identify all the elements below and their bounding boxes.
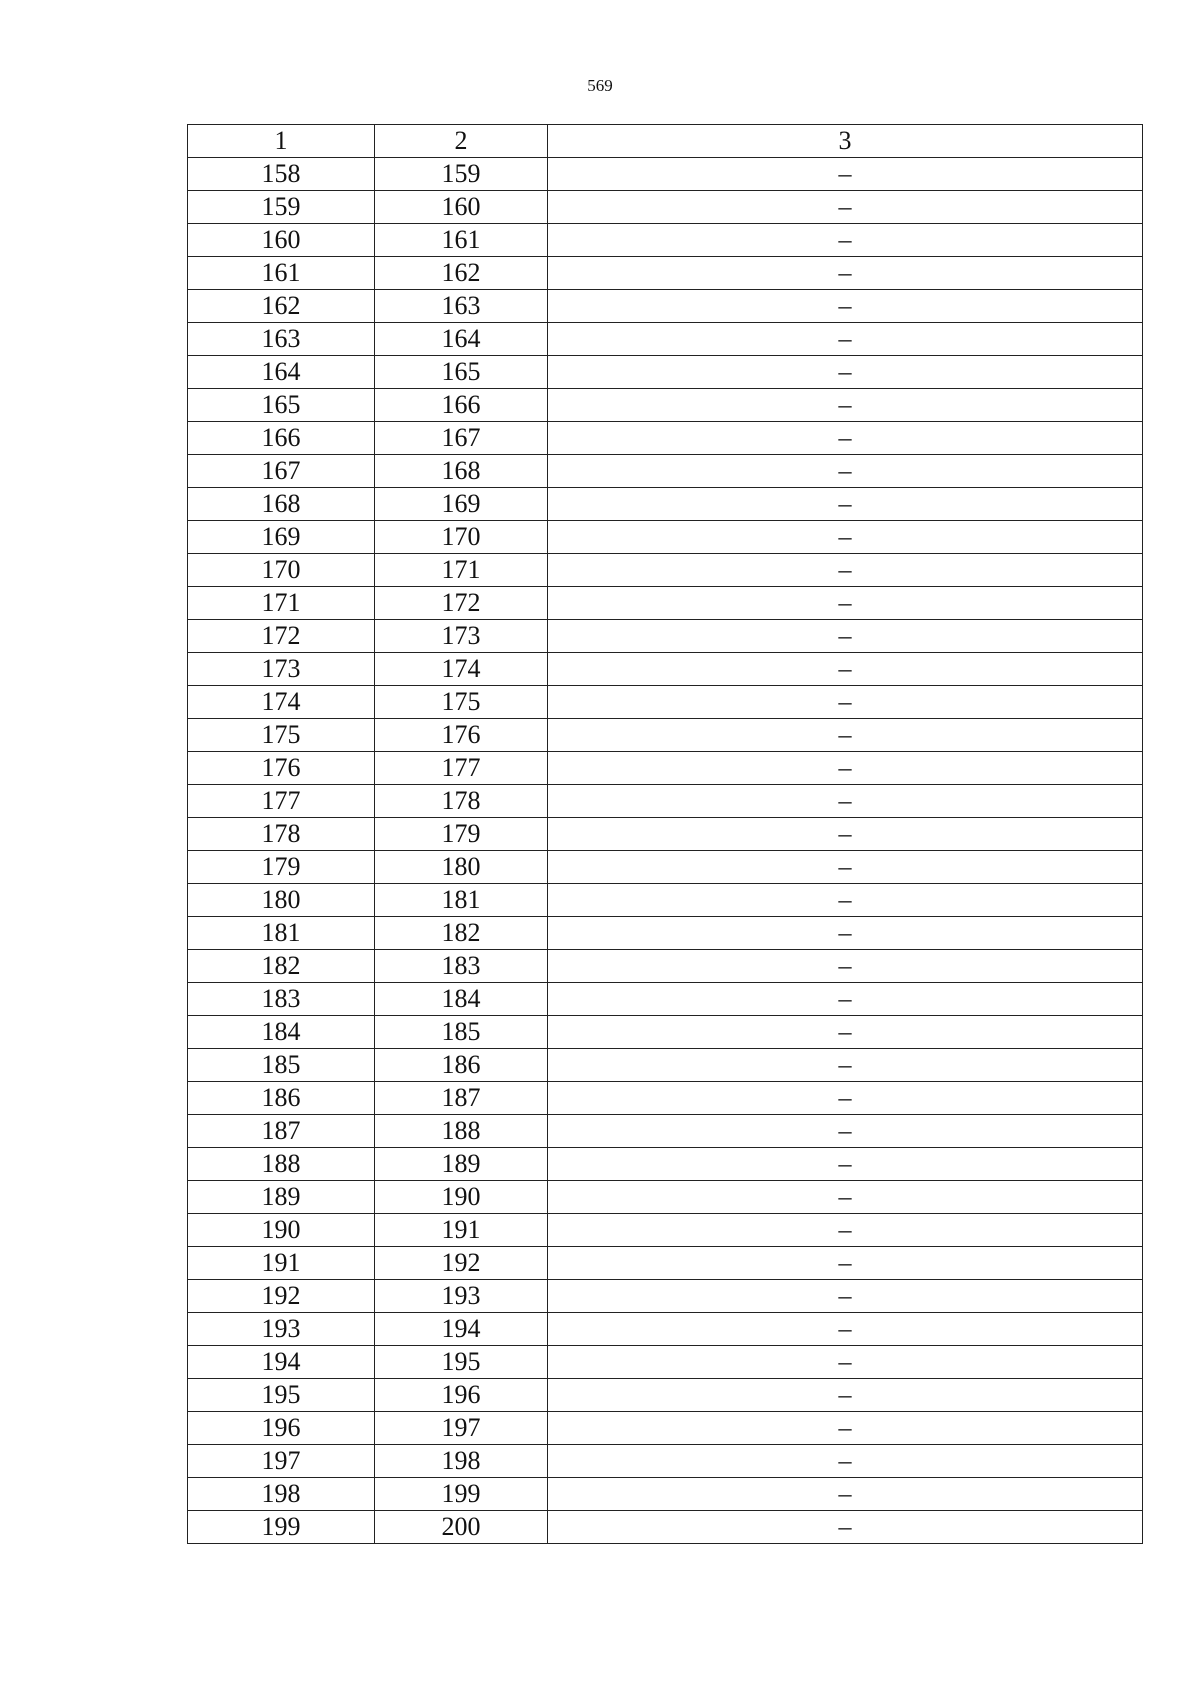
table-cell-col-2: 198 bbox=[375, 1445, 548, 1478]
table-cell-col-1: 191 bbox=[188, 1247, 375, 1280]
table-row bbox=[188, 422, 1143, 455]
table-cell-col-1: 189 bbox=[188, 1181, 375, 1214]
table-cell-col-2: 182 bbox=[375, 917, 548, 950]
table-cell-col-3: – bbox=[548, 356, 1143, 389]
table-cell-col-3: – bbox=[548, 224, 1143, 257]
table-cell-col-3: – bbox=[548, 1247, 1143, 1280]
table-cell-col-1: 176 bbox=[188, 752, 375, 785]
table-cell-col-3: – bbox=[548, 1445, 1143, 1478]
table-cell-col-1: 175 bbox=[188, 719, 375, 752]
table-cell-col-2: 193 bbox=[375, 1280, 548, 1313]
table-cell-col-3: – bbox=[548, 587, 1143, 620]
table-cell-col-1: 197 bbox=[188, 1445, 375, 1478]
table-cell-col-2: 184 bbox=[375, 983, 548, 1016]
table-row bbox=[188, 983, 1143, 1016]
table-cell-col-2: 172 bbox=[375, 587, 548, 620]
table-cell-col-3: – bbox=[548, 950, 1143, 983]
table-cell-col-3: – bbox=[548, 158, 1143, 191]
table-body bbox=[188, 158, 1143, 1544]
table-cell-col-1: 170 bbox=[188, 554, 375, 587]
table-cell-col-3: – bbox=[548, 1082, 1143, 1115]
table-cell-col-2: 177 bbox=[375, 752, 548, 785]
table-cell-col-2: 185 bbox=[375, 1016, 548, 1049]
table-cell-col-1: 180 bbox=[188, 884, 375, 917]
table-cell-col-3: – bbox=[548, 1346, 1143, 1379]
table-cell-col-1: 187 bbox=[188, 1115, 375, 1148]
table-cell-col-2: 175 bbox=[375, 686, 548, 719]
table-cell-col-2: 162 bbox=[375, 257, 548, 290]
table-row bbox=[188, 323, 1143, 356]
table-cell-col-2: 159 bbox=[375, 158, 548, 191]
table-cell-col-2: 164 bbox=[375, 323, 548, 356]
table-cell-col-2: 194 bbox=[375, 1313, 548, 1346]
table-cell-col-3: – bbox=[548, 455, 1143, 488]
table-cell-col-3: – bbox=[548, 686, 1143, 719]
table-cell-col-1: 158 bbox=[188, 158, 375, 191]
table-cell-col-2: 165 bbox=[375, 356, 548, 389]
table-cell-col-3: – bbox=[548, 290, 1143, 323]
table-cell-col-2: 199 bbox=[375, 1478, 548, 1511]
table-cell-col-2: 190 bbox=[375, 1181, 548, 1214]
table-cell-col-2: 200 bbox=[375, 1511, 548, 1544]
table-cell-col-3: – bbox=[548, 1016, 1143, 1049]
table-cell-col-1: 195 bbox=[188, 1379, 375, 1412]
table-cell-col-2: 169 bbox=[375, 488, 548, 521]
table-cell-col-1: 185 bbox=[188, 1049, 375, 1082]
table-cell-col-1: 199 bbox=[188, 1511, 375, 1544]
table-header bbox=[188, 125, 1143, 158]
table-cell-col-3: – bbox=[548, 1511, 1143, 1544]
table-cell-col-1: 188 bbox=[188, 1148, 375, 1181]
table-cell-col-3: – bbox=[548, 191, 1143, 224]
table-cell-col-2: 174 bbox=[375, 653, 548, 686]
table-row bbox=[188, 1181, 1143, 1214]
table-row bbox=[188, 1016, 1143, 1049]
table-cell-col-2: 187 bbox=[375, 1082, 548, 1115]
table-cell-col-2: 178 bbox=[375, 785, 548, 818]
table-row bbox=[188, 719, 1143, 752]
column-header-2: 2 bbox=[375, 125, 548, 158]
table-row bbox=[188, 1313, 1143, 1346]
table-cell-col-1: 178 bbox=[188, 818, 375, 851]
table-cell-col-3: – bbox=[548, 653, 1143, 686]
table-cell-col-1: 167 bbox=[188, 455, 375, 488]
table-cell-col-2: 171 bbox=[375, 554, 548, 587]
table-row bbox=[188, 917, 1143, 950]
table-cell-col-2: 197 bbox=[375, 1412, 548, 1445]
table-cell-col-1: 166 bbox=[188, 422, 375, 455]
table-cell-col-1: 163 bbox=[188, 323, 375, 356]
table-cell-col-1: 179 bbox=[188, 851, 375, 884]
table-cell-col-3: – bbox=[548, 1478, 1143, 1511]
table-cell-col-2: 195 bbox=[375, 1346, 548, 1379]
table-cell-col-1: 173 bbox=[188, 653, 375, 686]
table-cell-col-1: 172 bbox=[188, 620, 375, 653]
column-header-1: 1 bbox=[188, 125, 375, 158]
table-cell-col-1: 165 bbox=[188, 389, 375, 422]
table-cell-col-1: 183 bbox=[188, 983, 375, 1016]
table-row bbox=[188, 686, 1143, 719]
table-cell-col-2: 163 bbox=[375, 290, 548, 323]
table-cell-col-1: 193 bbox=[188, 1313, 375, 1346]
table-row bbox=[188, 785, 1143, 818]
table-cell-col-3: – bbox=[548, 884, 1143, 917]
table-cell-col-3: – bbox=[548, 323, 1143, 356]
table-row bbox=[188, 1082, 1143, 1115]
table-cell-col-3: – bbox=[548, 851, 1143, 884]
table-cell-col-3: – bbox=[548, 785, 1143, 818]
table-cell-col-1: 198 bbox=[188, 1478, 375, 1511]
table-row bbox=[188, 1280, 1143, 1313]
table-cell-col-3: – bbox=[548, 1148, 1143, 1181]
table-cell-col-2: 166 bbox=[375, 389, 548, 422]
table-cell-col-2: 170 bbox=[375, 521, 548, 554]
table-row bbox=[188, 818, 1143, 851]
table-row bbox=[188, 950, 1143, 983]
table-cell-col-1: 159 bbox=[188, 191, 375, 224]
table-row bbox=[188, 1412, 1143, 1445]
table-row bbox=[188, 554, 1143, 587]
table-cell-col-1: 181 bbox=[188, 917, 375, 950]
table-row bbox=[188, 752, 1143, 785]
table-cell-col-2: 183 bbox=[375, 950, 548, 983]
table-row bbox=[188, 488, 1143, 521]
table-cell-col-2: 160 bbox=[375, 191, 548, 224]
table-cell-col-3: – bbox=[548, 1313, 1143, 1346]
table-cell-col-1: 164 bbox=[188, 356, 375, 389]
table-row bbox=[188, 224, 1143, 257]
table-cell-col-3: – bbox=[548, 818, 1143, 851]
table-row bbox=[188, 1346, 1143, 1379]
table-row bbox=[188, 257, 1143, 290]
table-row bbox=[188, 1148, 1143, 1181]
table-header-row bbox=[188, 125, 1143, 158]
table-cell-col-1: 162 bbox=[188, 290, 375, 323]
data-table bbox=[187, 124, 1143, 1544]
table-cell-col-2: 188 bbox=[375, 1115, 548, 1148]
table-cell-col-3: – bbox=[548, 983, 1143, 1016]
table-row bbox=[188, 1445, 1143, 1478]
table-row bbox=[188, 653, 1143, 686]
table-cell-col-3: – bbox=[548, 1280, 1143, 1313]
table-cell-col-3: – bbox=[548, 1412, 1143, 1445]
table-row bbox=[188, 455, 1143, 488]
table-cell-col-1: 190 bbox=[188, 1214, 375, 1247]
table-cell-col-3: – bbox=[548, 257, 1143, 290]
table-cell-col-3: – bbox=[548, 488, 1143, 521]
table-cell-col-3: – bbox=[548, 422, 1143, 455]
table-cell-col-3: – bbox=[548, 1379, 1143, 1412]
table-cell-col-3: – bbox=[548, 1214, 1143, 1247]
table-row bbox=[188, 389, 1143, 422]
table-cell-col-3: – bbox=[548, 389, 1143, 422]
table-cell-col-3: – bbox=[548, 1049, 1143, 1082]
table-cell-col-2: 176 bbox=[375, 719, 548, 752]
table-cell-col-1: 194 bbox=[188, 1346, 375, 1379]
table-cell-col-2: 186 bbox=[375, 1049, 548, 1082]
table-cell-col-3: – bbox=[548, 719, 1143, 752]
table-row bbox=[188, 884, 1143, 917]
table-cell-col-3: – bbox=[548, 1115, 1143, 1148]
table-row bbox=[188, 1049, 1143, 1082]
table-row bbox=[188, 158, 1143, 191]
table-cell-col-1: 184 bbox=[188, 1016, 375, 1049]
table-cell-col-3: – bbox=[548, 620, 1143, 653]
table-cell-col-1: 192 bbox=[188, 1280, 375, 1313]
table-cell-col-1: 168 bbox=[188, 488, 375, 521]
table-row bbox=[188, 620, 1143, 653]
table-cell-col-2: 189 bbox=[375, 1148, 548, 1181]
table-row bbox=[188, 1379, 1143, 1412]
table-row bbox=[188, 521, 1143, 554]
table-row bbox=[188, 290, 1143, 323]
table-cell-col-2: 191 bbox=[375, 1214, 548, 1247]
table-cell-col-2: 196 bbox=[375, 1379, 548, 1412]
column-header-3: 3 bbox=[548, 125, 1143, 158]
table-cell-col-3: – bbox=[548, 1181, 1143, 1214]
table-cell-col-2: 179 bbox=[375, 818, 548, 851]
table-cell-col-3: – bbox=[548, 752, 1143, 785]
table-row bbox=[188, 356, 1143, 389]
table-row bbox=[188, 1247, 1143, 1280]
table-cell-col-1: 169 bbox=[188, 521, 375, 554]
page-number: 569 bbox=[587, 76, 613, 95]
table-cell-col-3: – bbox=[548, 521, 1143, 554]
table-row bbox=[188, 1115, 1143, 1148]
table-row bbox=[188, 851, 1143, 884]
table-row bbox=[188, 587, 1143, 620]
table-row bbox=[188, 1478, 1143, 1511]
table-cell-col-1: 174 bbox=[188, 686, 375, 719]
table-cell-col-1: 186 bbox=[188, 1082, 375, 1115]
table-cell-col-2: 161 bbox=[375, 224, 548, 257]
table-cell-col-2: 180 bbox=[375, 851, 548, 884]
table-cell-col-1: 196 bbox=[188, 1412, 375, 1445]
table-cell-col-3: – bbox=[548, 554, 1143, 587]
table-cell-col-1: 161 bbox=[188, 257, 375, 290]
table-cell-col-1: 171 bbox=[188, 587, 375, 620]
table-cell-col-2: 167 bbox=[375, 422, 548, 455]
table-row bbox=[188, 1511, 1143, 1544]
table-cell-col-1: 177 bbox=[188, 785, 375, 818]
table-cell-col-2: 192 bbox=[375, 1247, 548, 1280]
table-cell-col-1: 160 bbox=[188, 224, 375, 257]
table-cell-col-2: 168 bbox=[375, 455, 548, 488]
table-row bbox=[188, 191, 1143, 224]
table-cell-col-3: – bbox=[548, 917, 1143, 950]
table-cell-col-2: 173 bbox=[375, 620, 548, 653]
table-cell-col-2: 181 bbox=[375, 884, 548, 917]
data-table-container bbox=[187, 124, 1142, 1544]
table-row bbox=[188, 1214, 1143, 1247]
table-cell-col-1: 182 bbox=[188, 950, 375, 983]
